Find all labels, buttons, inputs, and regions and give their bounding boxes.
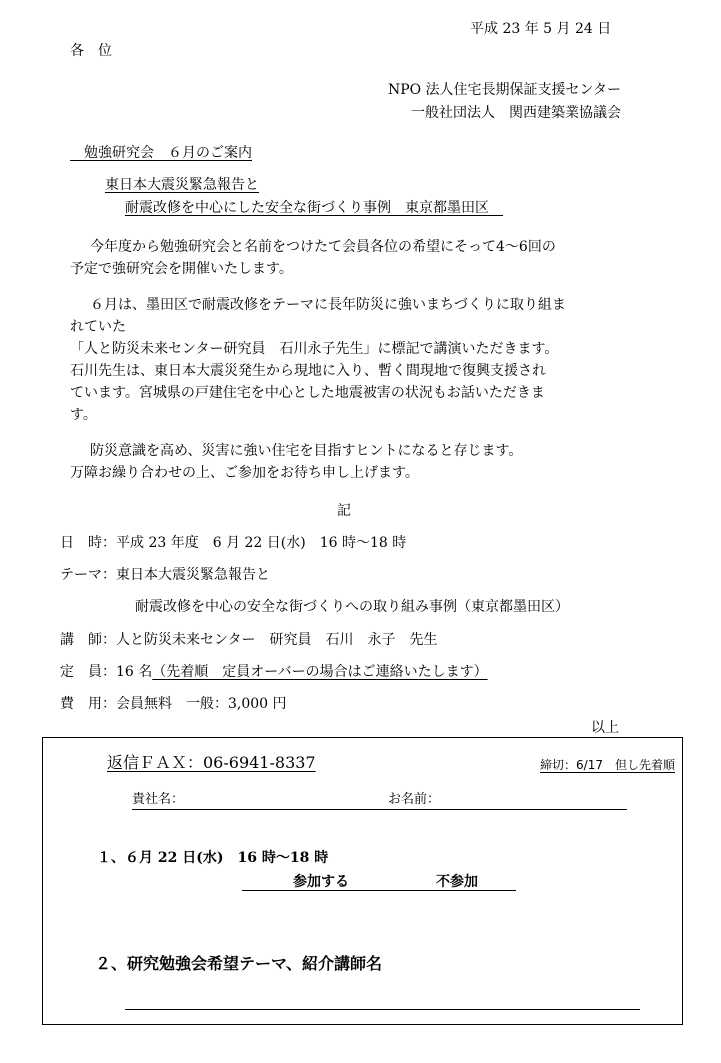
paragraph-line: ６月は、墨田区で耐震改修をテーマに長年防災に強いまちづくりに取り組ま bbox=[90, 297, 566, 313]
paragraph-line: 「人と防災未来センター研究員 石川永子先生」に標記で講演いただきます。 bbox=[70, 341, 559, 357]
paragraph-line: 今年度から勉強研究会と名前をつけたて会員各位の希望にそって4～6回の bbox=[90, 239, 556, 255]
subtitle-line-2: 耐震改修を中心にした安全な街づくり事例 東京都墨田区 bbox=[125, 200, 503, 216]
name-fill-line[interactable] bbox=[132, 809, 627, 810]
reply-fax-number: 返信ＦＡＸ：06‐6941‐8337 bbox=[107, 753, 316, 772]
reply-fax-form bbox=[42, 737, 683, 1025]
notice-title: 勉強研究会 ６月のご案内 bbox=[70, 145, 252, 161]
detail-capacity bbox=[60, 665, 488, 679]
paragraph-line: 石川先生は、東日本大震災発生から現地に入り、暫く間現地で復興支援され bbox=[70, 363, 546, 379]
paragraph-line: す。 bbox=[70, 407, 97, 423]
paragraph-line: 予定で強研究会を開催いたします。 bbox=[70, 261, 293, 277]
organization-2: 一般社団法人 関西建築業協議会 bbox=[411, 105, 621, 121]
organization-1: NPO 法人住宅長期保証支援センター bbox=[387, 82, 621, 98]
detail-datetime: 日 時：平成 23 年度 6 月 22 日(水) 16 時～18 時 bbox=[60, 535, 407, 551]
paragraph-line: 万障お繰り合わせの上、ご参加をお待ち申し上げます。 bbox=[70, 465, 419, 481]
reply-question-1: １、６月 22 日(水) 16 時～18 時 bbox=[97, 850, 329, 866]
ki-heading: 記 bbox=[337, 503, 351, 519]
addressee: 各 位 bbox=[70, 43, 112, 59]
attend-option[interactable]: 参加する bbox=[293, 874, 349, 890]
person-name-label: お名前： bbox=[388, 792, 441, 807]
attendance-underline bbox=[242, 890, 516, 891]
subtitle-line-1: 東日本大震災緊急報告と bbox=[105, 177, 259, 193]
paragraph-line: れていた bbox=[70, 319, 126, 335]
detail-lecturer: 講 師：人と防災未来センター 研究員 石川 永子 先生 bbox=[60, 632, 438, 648]
document-date: 平成 23 年 5 月 24 日 bbox=[470, 21, 612, 37]
detail-theme-1: テーマ：東日本大震災緊急報告と bbox=[60, 567, 270, 583]
reply-question-2: ２、研究勉強会希望テーマ、紹介講師名 bbox=[95, 954, 383, 973]
capacity-label: 定 員：16 名 bbox=[60, 664, 153, 680]
not-attend-option[interactable]: 不参加 bbox=[436, 874, 478, 890]
detail-fee: 費 用：会員無料 一般：3,000 円 bbox=[60, 696, 287, 712]
reply-deadline: 締切：6/17 但し先着順 bbox=[540, 758, 675, 772]
paragraph-line: ています。宮城県の戸建住宅を中心とした地震被害の状況もお話いただきま bbox=[70, 385, 545, 401]
company-name-label: 貴社名： bbox=[132, 792, 185, 807]
paragraph-line: 防災意識を高め、災害に強い住宅を目指すヒントになると存じます。 bbox=[90, 443, 523, 459]
detail-theme-2: 耐震改修を中心の安全な街づくりへの取り組み事例（東京都墨田区） bbox=[135, 599, 569, 615]
theme-fill-line[interactable] bbox=[125, 1009, 640, 1010]
closing-word: 以上 bbox=[591, 720, 619, 736]
capacity-note: （先着順 定員オーバーの場合はご連絡いたします） bbox=[152, 664, 488, 680]
